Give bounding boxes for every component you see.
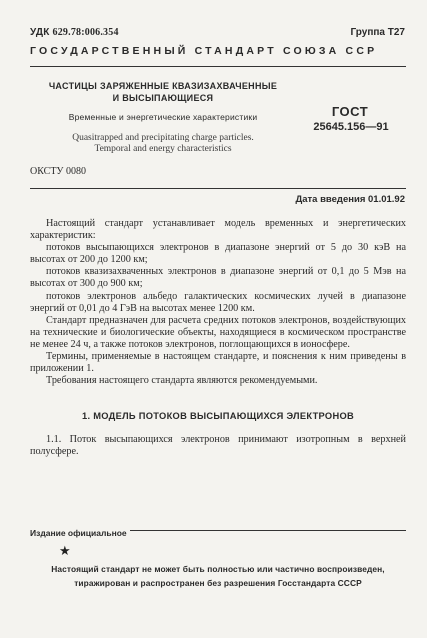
udk-code (30, 27, 119, 38)
body-text (30, 218, 406, 387)
document-subtitle-ru: Временные и энергетические характеристики (68, 112, 258, 122)
title-ru-line-2: И ВЫСЫПАЮЩИЕСЯ (112, 93, 214, 103)
copyright-line-2: тиражирован и распространен без разрешения Госстандарта СССР (74, 578, 362, 588)
star-icon: ★ (59, 543, 71, 558)
header-divider (30, 66, 406, 67)
official-edition-label: Издание официальное (30, 528, 130, 538)
udk-number: 629.78:006.354 (52, 27, 119, 38)
body-paragraph-scope: Настоящий стандарт устанавливает модель временных и энергетических характеристик: (30, 218, 406, 242)
group-code: Группа Т27 (350, 27, 405, 38)
title-en-line-1: Quasitrapped and precipitating charge particles. (72, 133, 254, 143)
clause-1-1-text: 1.1. Поток высыпающихся электронов принимают изотропным в верхней полусфере. (30, 434, 406, 458)
copyright-line-1: Настоящий стандарт не может быть полностью или частично воспроизведен, (51, 564, 385, 574)
document-title-en (38, 133, 288, 155)
body-paragraph-requirements: Требования настоящего стандарта являются рекомендуемыми. (46, 375, 318, 387)
udk-label: УДК (30, 27, 50, 38)
intro-date: Дата введения 01.01.92 (295, 194, 405, 205)
body-paragraph-quasitrapped: потоков квазизахваченных электронов в диапазоне энергий от 0,1 до 5 Мэв на высотах от 300 до 900 км; (30, 266, 406, 290)
section-1-heading: 1. МОДЕЛЬ ПОТОКОВ ВЫСЫПАЮЩИХСЯ ЭЛЕКТРОНОВ (81, 411, 355, 421)
copyright-notice (30, 562, 406, 590)
title-block-divider (30, 188, 406, 189)
standard-title: ГОСУДАРСТВЕННЫЙ СТАНДАРТ СОЮЗА ССР (30, 45, 378, 57)
clause-1-1 (30, 434, 406, 458)
okstu-code: ОКСТУ 0080 (30, 166, 87, 177)
title-ru-line-1: ЧАСТИЦЫ ЗАРЯЖЕННЫЕ КВАЗИЗАХВАЧЕННЫЕ (48, 81, 278, 91)
document-title-ru (38, 80, 288, 104)
body-paragraph-purpose: Стандарт предназначен для расчета средних потоков электронов, воздействующих на технические и биологические объекты, находящиеся в космическом пространстве не менее 24 ч, а также потоков электронов, поглощающихся в ионосфере. (30, 314, 406, 350)
body-paragraph-albedo: потоков электронов альбедо галактических космических лучей в диапазоне энергий от 0,01 до 4 ГэВ на высотах менее 1200 км. (30, 290, 406, 314)
body-paragraph-terms: Термины, применяемые в настоящем стандарте, и пояснения к ним приведены в приложении 1. (30, 351, 406, 375)
gost-number: 25645.156—91 (313, 121, 389, 133)
body-paragraph-precipitating: потоков высыпающихся электронов в диапазоне энергий от 5 до 30 кэВ на высотах от 200 до 1200 км; (30, 242, 406, 266)
gost-label: ГОСТ (331, 104, 369, 119)
title-en-line-2: Temporal and energy characteristics (94, 144, 232, 154)
